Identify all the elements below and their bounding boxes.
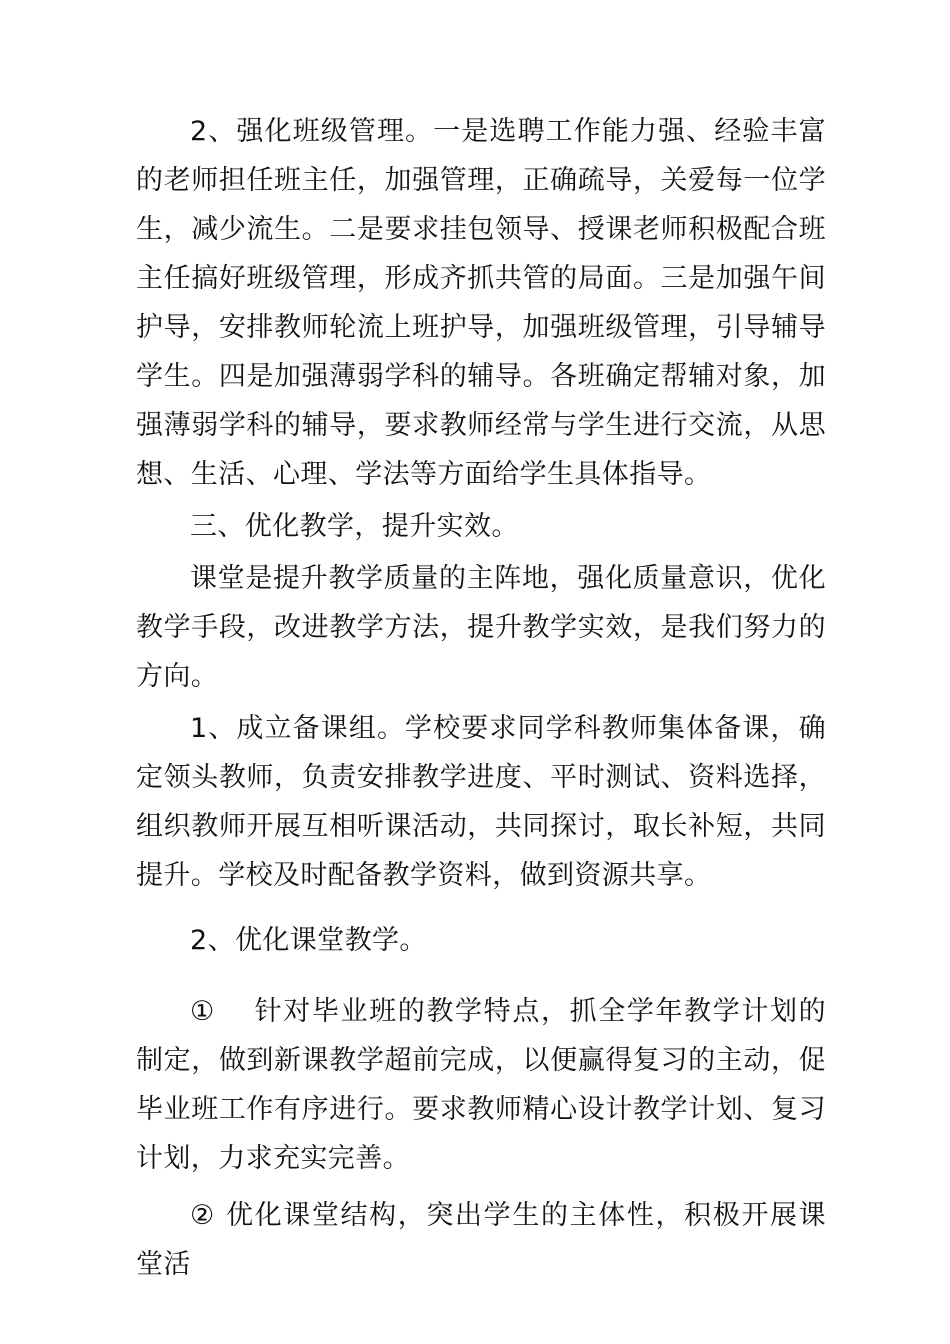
document-page xyxy=(136,107,826,1289)
paragraph-item-2: ② 优化课堂结构，突出学生的主体性，积极开展课堂活 xyxy=(136,1200,826,1280)
paragraph-classroom-main-position: 课堂是提升教学质量的主阵地，强化质量意识，优化教学手段，改进教学方法，提升教学实效，是我们努力的方向。 xyxy=(136,563,826,692)
paragraph-optimize-classroom: 2、优化课堂教学。 xyxy=(190,925,427,956)
heading-optimize-teaching: 三、优化教学，提升实效。 xyxy=(190,511,519,542)
paragraph-lesson-prep-group: 1、成立备课组。学校要求同学科教师集体备课，确定领头教师，负责安排教学进度、平时测试、资料选择，组织教师开展互相听课活动，共同探讨，取长补短，共同提升。学校及时配备教学资料，做到资源共享。 xyxy=(136,713,826,891)
paragraph-item-1: ① 针对毕业班的教学特点，抓全学年教学计划的制定，做到新课教学超前完成，以便赢得复习的主动，促毕业班工作有序进行。要求教师精心设计教学计划、复习计划，力求充实完善。 xyxy=(136,996,826,1174)
paragraph-class-management: 2、强化班级管理。一是选聘工作能力强、经验丰富的老师担任班主任，加强管理，正确疏导，关爱每一位学生，减少流生。二是要求挂包领导、授课老师积极配合班主任搞好班级管理，形成齐抓共管的局面。三是加强午间护导，安排教师轮流上班护导，加强班级管理，引导辅导学生。四是加强薄弱学科的辅导。各班确定帮辅对象，加强薄弱学科的辅导，要求教师经常与学生进行交流，从思想、生活、心理、学法等方面给学生具体指导。 xyxy=(136,116,826,490)
